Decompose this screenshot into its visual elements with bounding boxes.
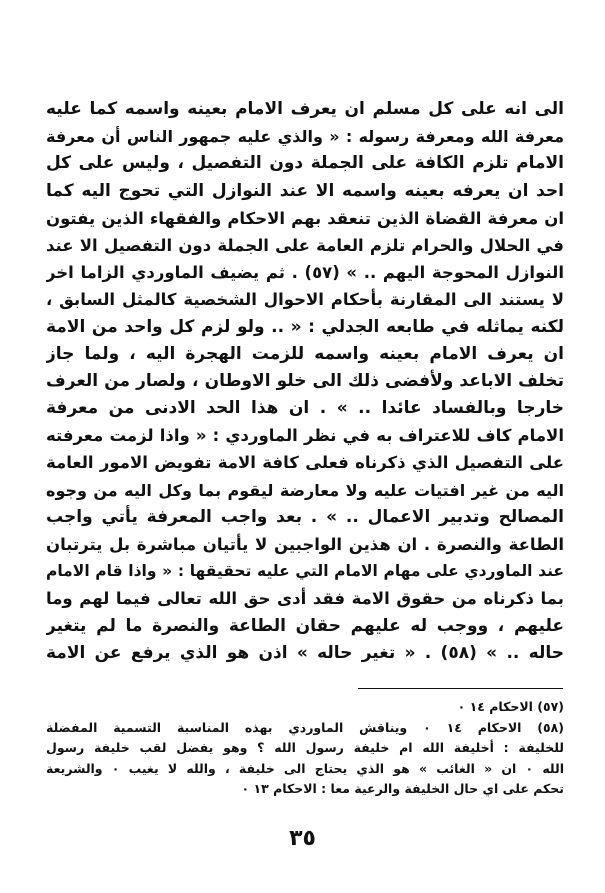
body-line: النوازل المحوجة اليهم .. » (٥٧) . ثم يضيف الماوردي الزاما اخر — [46, 263, 564, 283]
body-text — [46, 96, 564, 667]
body-line: على التفصيل الذي ذكرناه فعلى كافة الامة تفويض الامور العامة — [46, 453, 564, 473]
body-line: خارجا وبالفساد عائدا .. » . ان هذا الحد الادنى من معرفة — [46, 398, 564, 419]
body-line: تخلف الاباعد ولأفضى ذلك الى خلو الاوطان ، ولصار من العرف — [46, 370, 564, 391]
footnote-58-line: (٥٨) الاحكام ١٤ ٠ ويناقش الماوردي بهذه المناسبة التسمية المفضلة — [46, 719, 564, 735]
body-line: الامام تلزم الكافة على الجملة دون التفصيل ، وليس على كل — [46, 153, 564, 174]
body-line: عليهم ، ووجب له عليهم حقان الطاعة والنصرة ما لم يتغير — [46, 615, 564, 636]
body-line: معرفة الله ومعرفة رسوله : « والذي عليه جمهور الناس أن معرفة — [46, 127, 564, 147]
body-line: لا يستند الى المقارنة بأحكام الاحوال الشخصية كالمثل السابق ، — [46, 290, 564, 310]
body-line: حاله .. » (٥٨) . « تغير حاله » اذن هو الذي يرفع عن الامة — [46, 642, 564, 663]
body-line: الطاعة والنصرة . ان هذين الواجبين لا يأتيان مباشرة بل يترتبان — [46, 535, 564, 554]
body-line: بما ذكرناه من حقوق الامة فقد أدى حق الله تعالى فيما لهم وما — [46, 589, 564, 609]
body-line: في الحلال والحرام تلزم العامة على الجملة دون التفصيل الا عند — [46, 235, 564, 255]
page-number: ٣٥ — [289, 826, 316, 851]
footnote-58-line: الله ٠ ان « الغائب » هو الذي يحتاج الى خليفة ، والله لا يغيب ٠ والشريعة — [46, 760, 564, 776]
footnote-divider — [358, 688, 563, 689]
footnotes — [46, 697, 564, 800]
footnote-58-line: تحكم على اي حال الخليفة والرعية معا : الاحكام ١٣ ٠ — [241, 781, 564, 796]
body-line: الامام كاف للاعتراف به في نظر الماوردي : « واذا لزمت معرفته — [46, 426, 564, 446]
body-line: اليه من غير افتيات عليه ولا معارضة ليقوم بما وكل اليه من وجوه — [46, 480, 564, 500]
body-line: احد ان يعرفه بعينه واسمه الا عند النوازل التي تحوج اليه كما — [46, 180, 564, 201]
body-line: الى انه على كل مسلم ان يعرف الامام بعينه واسمه كما عليه — [46, 99, 564, 119]
body-line: عند الماوردي على مهام الامام التي عليه تحقيقها : « واذا قام الامام — [46, 562, 564, 581]
body-line: المصالح وتدبير الاعمال .. » . بعد واجب المعرفة يأتي واجب — [46, 506, 564, 527]
footnote-58-line: للخليفة : أخليفة الله ام خليفة رسول الله ؟ وهو يفضل لقب خليفة رسول — [46, 740, 564, 755]
body-line: ان يعرف الامام بعينه واسمه للزمت الهجرة اليه ، ولما جاز — [46, 343, 564, 364]
footnote-57: (٥٧) الاحكام ١٤ ٠ — [457, 699, 564, 714]
body-line: ان معرفة القضاة الذين تنعقد بهم الاحكام والفقهاء الذين يفتون — [46, 208, 564, 228]
body-line: لكنه يماثله في طابعه الجدلي : « .. ولو لزم كل واحد من الامة — [46, 316, 564, 337]
